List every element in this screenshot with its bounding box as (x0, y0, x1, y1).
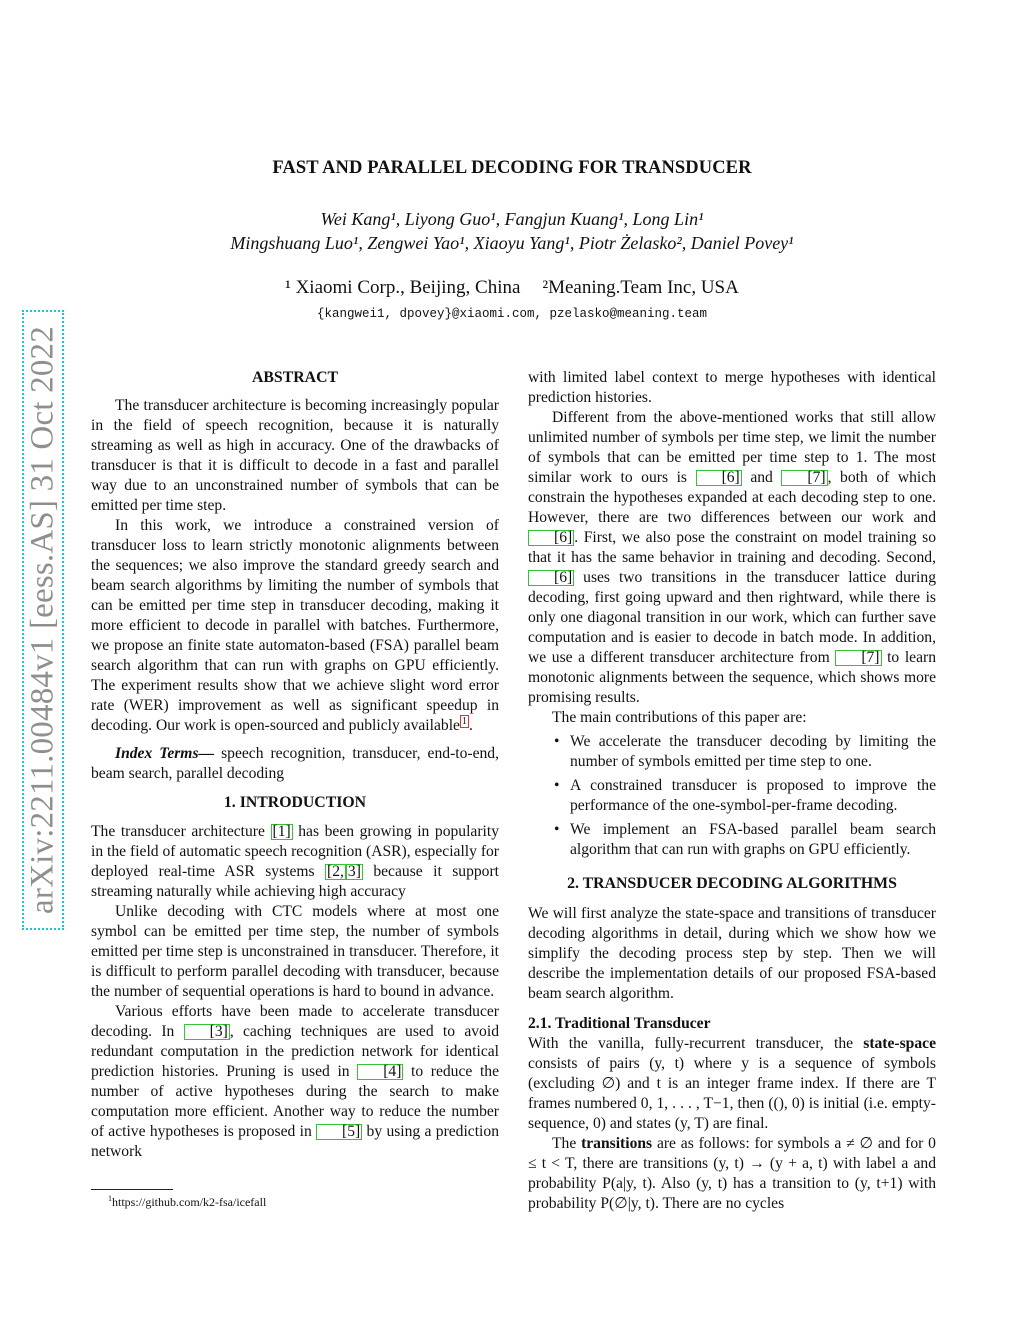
right-p1-text-b: and (741, 469, 782, 486)
intro-p3-text-d: by using a prediction network (91, 1123, 499, 1160)
intro-p3-text-b: , caching techniques are used to avoid redundant computation in the prediction network for identical prediction histories. Pruning is used in (91, 1023, 499, 1080)
right-paragraph-1 (528, 408, 936, 708)
citation-link[interactable]: [7] (781, 470, 827, 486)
author-emails: {kangwei1, dpovey}@xiaomi.com, pzelasko@meaning.team (316, 307, 708, 321)
paper-title: FAST AND PARALLEL DECODING FOR TRANSDUCER (272, 158, 752, 178)
right-column (528, 368, 936, 1214)
footnote-rule (91, 1189, 173, 1190)
citation-link[interactable]: [6] (696, 470, 742, 486)
citation-link[interactable]: [7] (835, 650, 881, 666)
abstract-paragraph-1: The transducer architecture is becoming increasingly popular in the field of speech recognition, because it is naturally streaming as well as high in accuracy. One of the drawbacks of transducer is that it is difficult to decode in a fast and parallel way due to an unconstrained number of symbols that can be emitted per time step. (91, 397, 499, 514)
index-terms-text: speech recognition, transducer, end-to-end, beam search, parallel decoding (91, 745, 500, 782)
introduction-heading: 1. INTRODUCTION (223, 794, 367, 811)
abstract-paragraph-2 (91, 516, 499, 736)
citation-link[interactable]: [6] (528, 570, 574, 586)
affiliation-meaning-team: ²Meaning.Team Inc, USA (542, 277, 739, 298)
index-terms-label: Index Terms— (115, 745, 215, 762)
sub-p2-text-b: are as follows: for symbols a ≠ ∅ and for 0 ≤ t < T, there are transitions (y, t) → (y + a, t) with label a and probability P(a|y, t). Also (y, t) has a transition to (y, t+1) with probability P(∅|y, t). There are no cycles (528, 1135, 936, 1212)
intro-p1-text-a: The transducer architecture (91, 823, 271, 840)
bullet-icon: • (554, 777, 560, 794)
citation-link[interactable]: [1] (272, 823, 291, 840)
intro-paragraph-1 (91, 822, 499, 902)
footnote-url[interactable]: https://github.com/k2-fsa/icefall (112, 1195, 267, 1209)
list-item (528, 820, 936, 860)
bullet-icon: • (554, 733, 560, 750)
index-terms (91, 744, 499, 784)
intro-paragraph-3 (91, 1002, 499, 1162)
transitions-term: transitions (581, 1135, 653, 1152)
subsection-paragraph-2 (528, 1134, 936, 1214)
list-item (528, 732, 936, 772)
right-paragraph-0: with limited label context to merge hypotheses with identical prediction histories. (528, 369, 936, 406)
list-item-text: We accelerate the transducer decoding by limiting the number of symbols emitted per time step to one. (570, 733, 936, 770)
subsection-paragraph-1 (528, 1034, 936, 1134)
author-line-2: Mingshuang Luo¹, Zengwei Yao¹, Xiaoyu Yang¹, Piotr Żelasko², Daniel Povey¹ (230, 233, 794, 253)
sub-p1-text-a: With the vanilla, fully-recurrent transducer, the (528, 1035, 864, 1052)
right-p1-text-c: , both of which constrain the hypotheses expanded at each decoding step to one. However, there are two differences between our work and (528, 469, 936, 526)
sub-p1-text-b: consists of pairs (y, t) where y is a sequence of symbols (excluding ∅) and t is an integer frame index. If there are T frames numbered 0, 1, . . . , T−1, then ((), 0) is initial (i.e. empty-sequence, 0) and states (y, T) are final. (528, 1055, 936, 1132)
abstract-heading: ABSTRACT (251, 369, 339, 386)
right-p1-text-a: Different from the above-mentioned works that still allow unlimited number of symbols per time step, we limit the number of symbols that can be emitted per time step to 1. The most similar work to ours is (528, 409, 936, 486)
list-item (528, 776, 936, 816)
author-line-1: Wei Kang¹, Liyong Guo¹, Fangjun Kuang¹, Long Lin¹ (320, 209, 704, 229)
citation-link[interactable]: [4] (357, 1064, 403, 1080)
footnote (108, 1194, 266, 1210)
intro-paragraph-2: Unlike decoding with CTC models where at most one symbol can be emitted per time step, the number of symbols emitted per time step is unconstrained in transducer. Therefore, it is difficult to perform parallel decoding with transducer, because the number of sequential operations is hard to bound in advance. (91, 903, 499, 1000)
citation-link[interactable]: [6] (528, 530, 574, 546)
section-2-heading: 2. TRANSDUCER DECODING ALGORITHMS (567, 875, 897, 892)
right-p1-text-f: to learn monotonic alignments between the sequence, which shows more promising results. (528, 649, 936, 706)
left-column (91, 368, 499, 1162)
citation-link[interactable]: [3] (184, 1024, 230, 1040)
right-p1-text-e: uses two transitions in the transducer lattice during decoding, first going upward and then rightward, while there is only one diagonal transition in our work, which can further save computation and is easier to decode in batch mode. In addition, we use a different transducer architecture from (528, 569, 936, 666)
state-space-term: state-space (863, 1035, 936, 1052)
intro-p3-text-c: to reduce the number of active hypotheses during the search to make computation more efficient. Another way to reduce the number of active hypotheses is proposed in (91, 1063, 499, 1140)
subsection-2-1-heading: 2.1. Traditional Transducer (528, 1015, 711, 1032)
affiliations (0, 277, 1024, 299)
footnote-number: 1 (108, 1194, 112, 1203)
bullet-icon: • (554, 821, 560, 838)
citation-link[interactable]: [2, (327, 863, 344, 880)
citation-link[interactable]: [5] (316, 1124, 362, 1140)
affiliation-xiaomi: ¹ Xiaomi Corp., Beijing, China (285, 277, 521, 298)
intro-p3-text-a: Various efforts have been made to accelerate transducer decoding. In (91, 1003, 499, 1040)
intro-p1-text-c: because it support streaming naturally while achieving high accuracy (91, 863, 499, 900)
abstract-period: . (468, 717, 473, 734)
footnote-link[interactable]: 1 (461, 715, 467, 727)
arxiv-identifier: arXiv:2211.00484v1 [eess.AS] 31 Oct 2022 (24, 326, 61, 914)
sub-p2-text-a: The (552, 1135, 582, 1152)
right-p1-text-d: . First, we also pose the constraint on model training so that it has the same behavior in training and decoding. Second, (528, 529, 936, 566)
intro-p1-text-b: has been growing in popularity in the field of automatic speech recognition (ASR), especially for deployed real-time ASR systems (91, 823, 499, 880)
list-item-text: A constrained transducer is proposed to improve the performance of the one-symbol-per-frame decoding. (570, 777, 936, 814)
author-list (0, 207, 1024, 255)
list-item-text: We implement an FSA-based parallel beam search algorithm that can run with graphs on GPU efficiently. (570, 821, 936, 858)
abstract-paragraph-2-text: In this work, we introduce a constrained version of transducer loss to learn strictly monotonic alignments between the sequences; we also improve the standard greedy search and beam search algorithms by limiting the number of symbols that can be emitted per time step in transducer decoding, making it more efficient to decode in parallel with batches. Furthermore, we propose an finite state automaton-based (FSA) parallel beam search algorithm that can run with graphs on GPU efficiently. The experiment results show that we achieve slight word error rate (WER) improvement as well as significant speedup in decoding. Our work is open-sourced and publicly available (91, 517, 499, 734)
section-2-paragraph-1: We will first analyze the state-space and transitions of transducer decoding algorithms in detail, during which we show how we simplify the decoding process step by step. Then we will describe the implementation details of our proposed FSA-based beam search algorithm. (528, 905, 936, 1002)
citation-link[interactable]: 3] (347, 863, 361, 880)
arxiv-identifier-box (22, 310, 64, 930)
contributions-list (528, 732, 936, 860)
right-paragraph-2: The main contributions of this paper are: (552, 709, 807, 726)
